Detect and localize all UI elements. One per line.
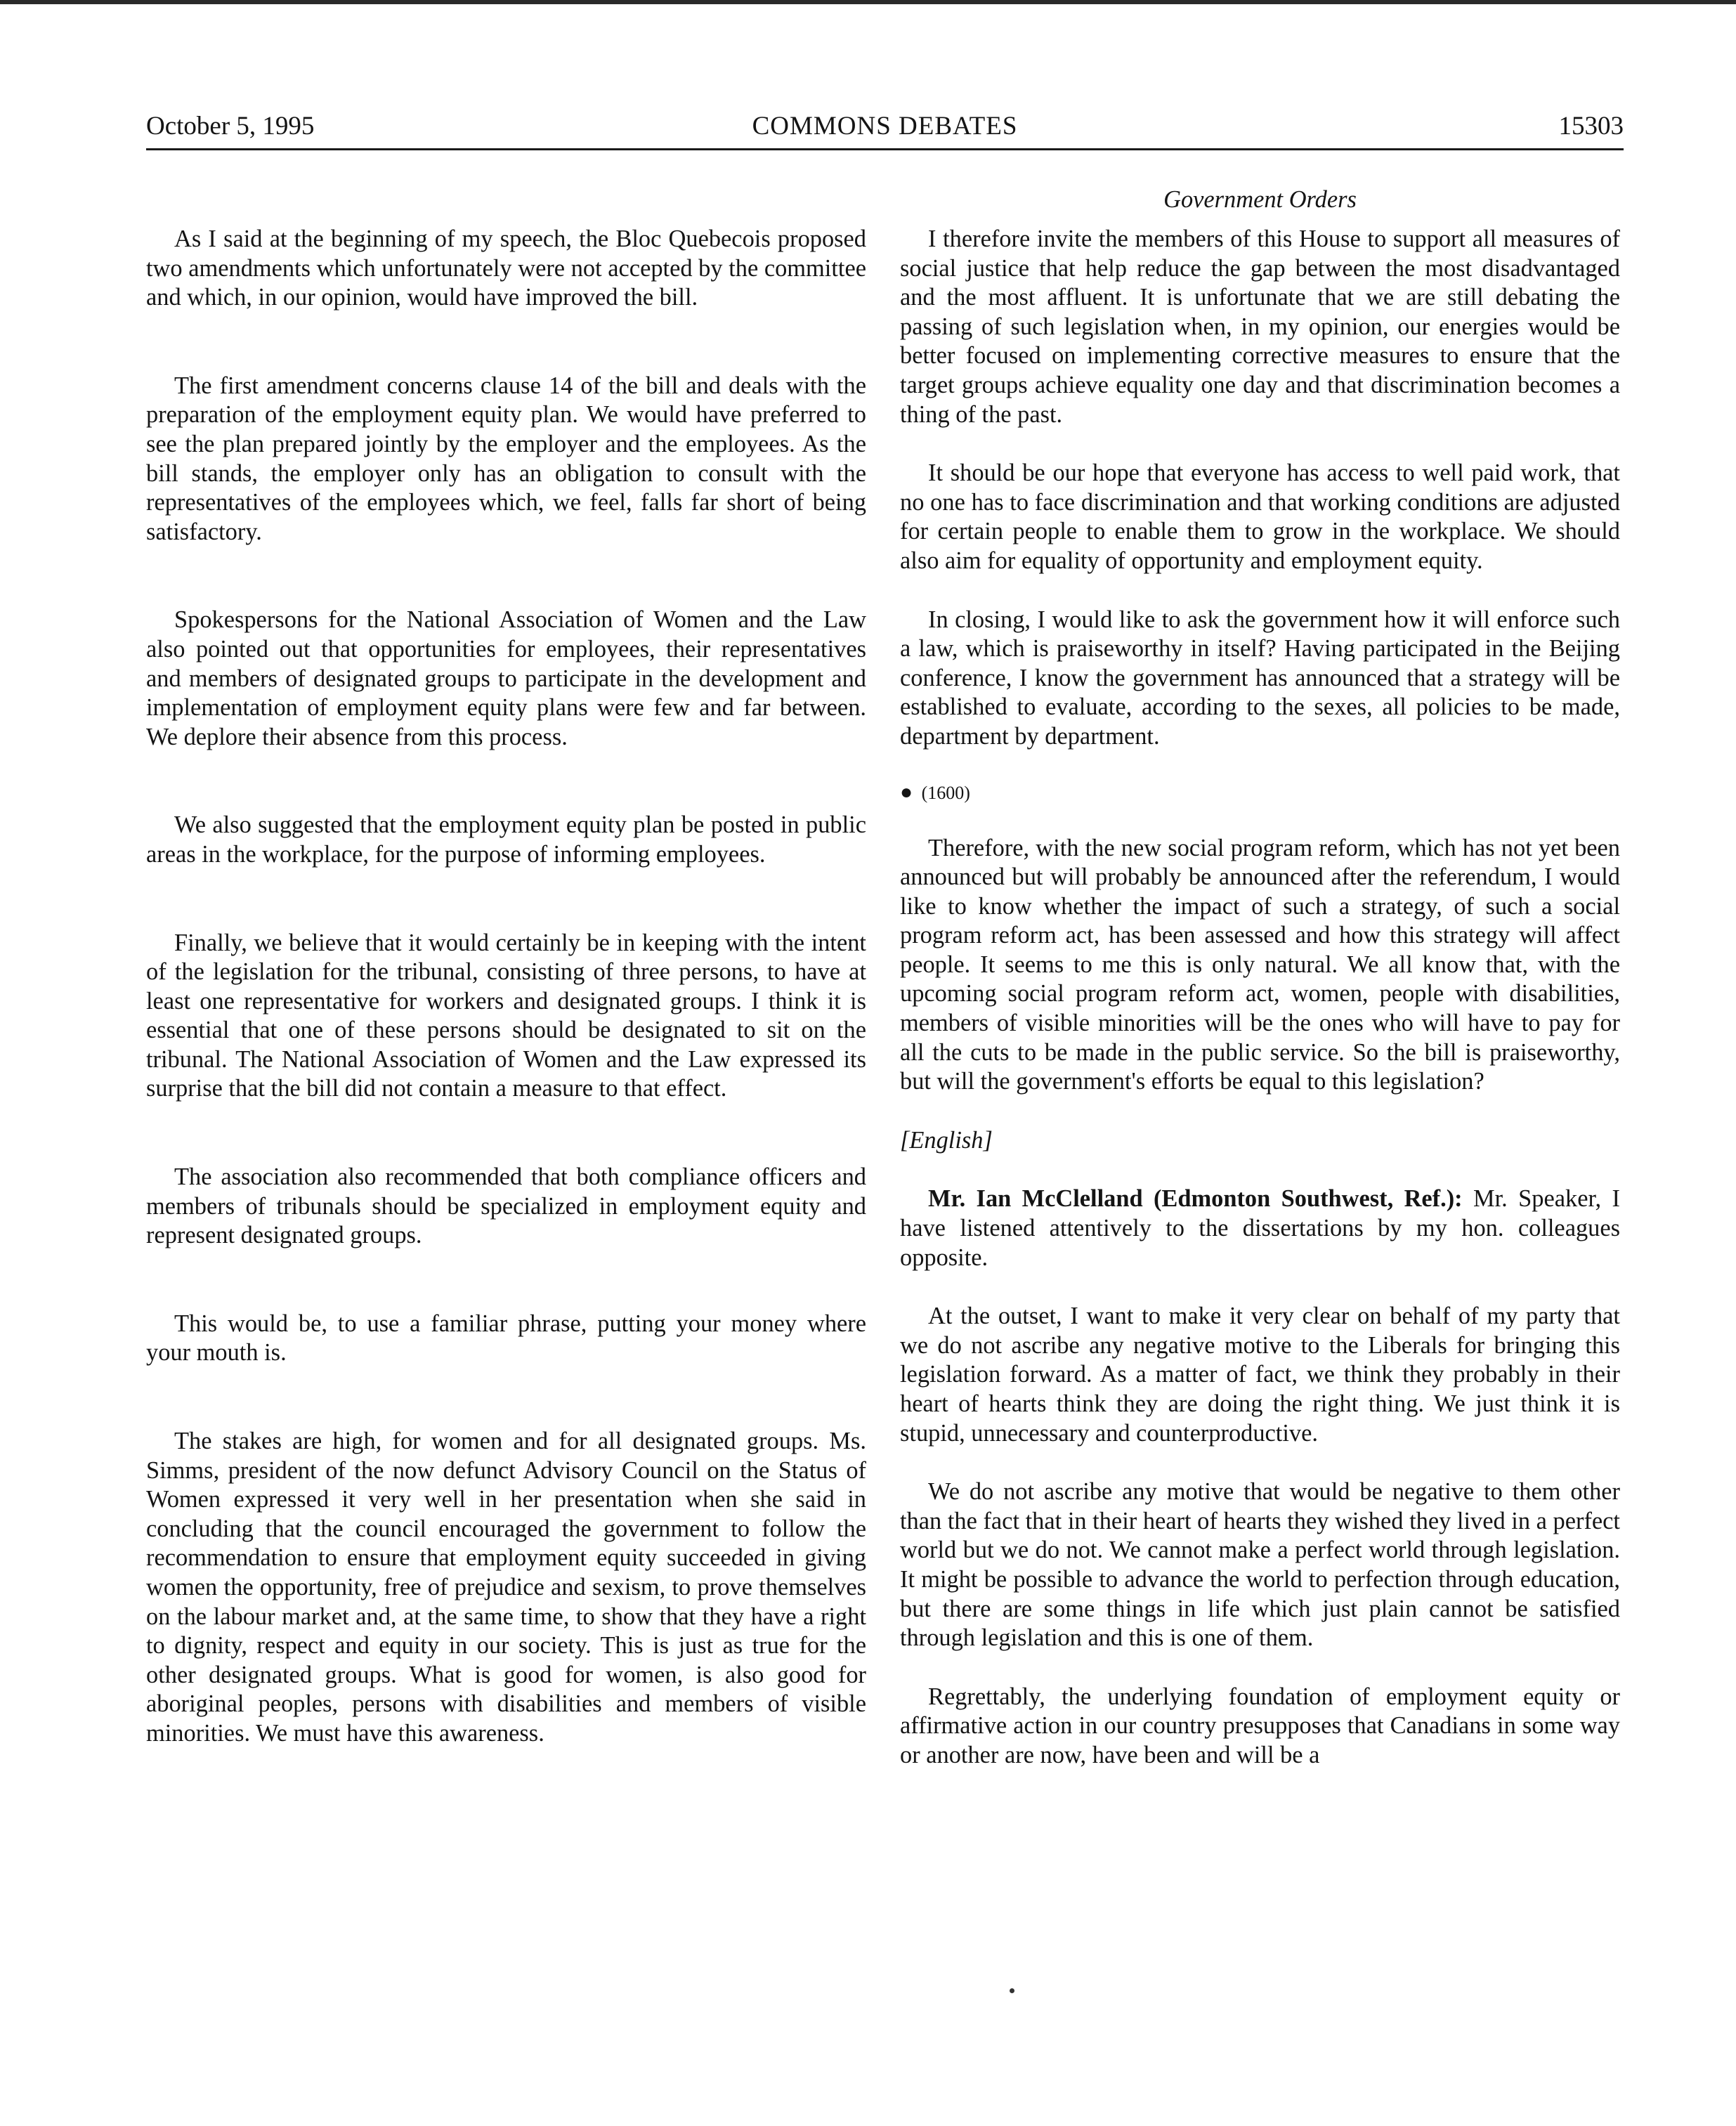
section-heading: Government Orders bbox=[1163, 186, 1357, 213]
paragraph: Spokespersons for the National Association of Women and the Law also pointed out that opportunities for employees, their representatives and members of designated groups to participate in the development and implementation of employment equity plans were few and far between. We deplore their absence from this process. bbox=[146, 606, 866, 750]
speaker-text: Mr. Speaker, I have listened attentively to the dissertations by my hon. colleagues opposite. bbox=[900, 1185, 1620, 1271]
paragraph: Finally, we believe that it would certainly be in keeping with the intent of the legislation for the tribunal, consisting of three persons, to have at least one representative for workers and designated groups. I think it is essential that one of these persons should be designated to sit on the tribunal. The National Association of Women and the Law expressed its surprise that the bill did not contain a measure to that effect. bbox=[146, 929, 866, 1102]
header-publication: COMMONS DEBATES bbox=[752, 112, 1018, 141]
running-head bbox=[146, 105, 1624, 148]
paragraph: In closing, I would like to ask the government how it will enforce such a law, which is praiseworthy in itself? Having participated in the Beijing conference, I know the government has announced that a strategy will be established to evaluate, according to the sexes, all policies to be made, department by department. bbox=[900, 606, 1620, 750]
left-column bbox=[146, 225, 866, 1749]
paragraph: The stakes are high, for women and for all designated groups. Ms. Simms, president of the now defunct Advisory Council on the Status of Women expressed it very well in her presentation when she said in concluding that the council encouraged the government to follow the recommendation to ensure that employment equity succeeded in giving women the opportunity, free of prejudice and sexism, to prove themselves on the labour market and, at the same time, to show that they have a right to dignity, respect and equity in our society. This is just as true for the other designated groups. What is good for women, is also good for aboriginal peoples, persons with disabilities and members of visible minorities. We must have this awareness. bbox=[146, 1428, 866, 1747]
paragraph: We do not ascribe any motive that would be negative to them other than the fact that in their heart of hearts they wished they lived in a perfect world but we do not. We cannot make a perfect world through legislation. It might be possible to advance the world to perfection through education, but there are some things in life which just plain cannot be satisfied through legislation and this is one of them. bbox=[900, 1478, 1620, 1652]
paragraph: The first amendment concerns clause 14 of the bill and deals with the preparation of the employment equity plan. We would have preferred to see the plan prepared jointly by the employer and the employees. As the bill stands, the employer only has an obligation to consult with the representatives of the employees which, we feel, falls far short of being satisfactory. bbox=[146, 372, 866, 545]
scan-edge bbox=[0, 0, 1736, 4]
language-tag: [English] bbox=[900, 1126, 993, 1154]
paragraph: We also suggested that the employment equity plan be posted in public areas in the workplace, for the purpose of informing employees. bbox=[146, 811, 866, 868]
paragraph: At the outset, I want to make it very clear on behalf of my party that we do not ascribe any negative motive to the Liberals for bringing this legislation forward. As a matter of fact, we think they probably in their heart of hearts think they are doing the right thing. We just think it is stupid, unnecessary and counterproductive. bbox=[900, 1303, 1620, 1447]
header-page-number: 15303 bbox=[1558, 112, 1624, 141]
paragraph: Regrettably, the underlying foundation of employment equity or affirmative action in our country presupposes that Canadians in some way or another are now, have been and will be a bbox=[900, 1683, 1620, 1768]
paragraph: This would be, to use a familiar phrase, putting your money where your mouth is. bbox=[146, 1310, 866, 1367]
speaker-name: Mr. Ian McClelland (Edmonton Southwest, Ref.): bbox=[928, 1185, 1463, 1213]
paragraph: The association also recommended that both compliance officers and members of tribunals should be specialized in employment equity and represent designated groups. bbox=[146, 1163, 866, 1249]
scan-speck bbox=[1010, 1988, 1014, 1993]
paragraph: As I said at the beginning of my speech, the Bloc Quebecois proposed two amendments which unfortunately were not accepted by the committee and which, in our opinion, would have improved the bill. bbox=[146, 226, 866, 311]
time-marker bbox=[900, 781, 1620, 804]
right-column bbox=[900, 225, 1620, 1800]
bullet-icon: ● bbox=[900, 780, 913, 804]
header-date: October 5, 1995 bbox=[146, 112, 315, 141]
paragraph: I therefore invite the members of this House to support all measures of social justice that help reduce the gap between the most disadvantaged and the most affluent. It is unfortunate that we are still debating the passing of such legislation when, in my opinion, our energies would be better focused on implementing corrective measures to ensure that the target groups achieve equality one day and that discrimination becomes a thing of the past. bbox=[900, 226, 1620, 428]
paragraph: Therefore, with the new social program reform, which has not yet been announced but will probably be announced after the referendum, I would like to know whether the impact of such a strategy, of such a social program reform act, has been assessed and how this strategy will affect people. It seems to me this is only natural. We all know that, with the upcoming social program reform act, women, people with disabilities, members of visible minorities will be the ones who will have to pay for all the cuts to be made in the public service. So the bill is praiseworthy, but will the government's efforts be equal to this legislation? bbox=[900, 834, 1620, 1095]
time-marker-label: (1600) bbox=[921, 782, 970, 803]
header-rule bbox=[146, 148, 1624, 150]
paragraph: It should be our hope that everyone has access to well paid work, that no one has to face discrimination and that working conditions are adjusted for certain people to enable them to grow in the workplace. We should also aim for equality of opportunity and employment equity. bbox=[900, 459, 1620, 574]
speaker-paragraph bbox=[900, 1185, 1620, 1272]
